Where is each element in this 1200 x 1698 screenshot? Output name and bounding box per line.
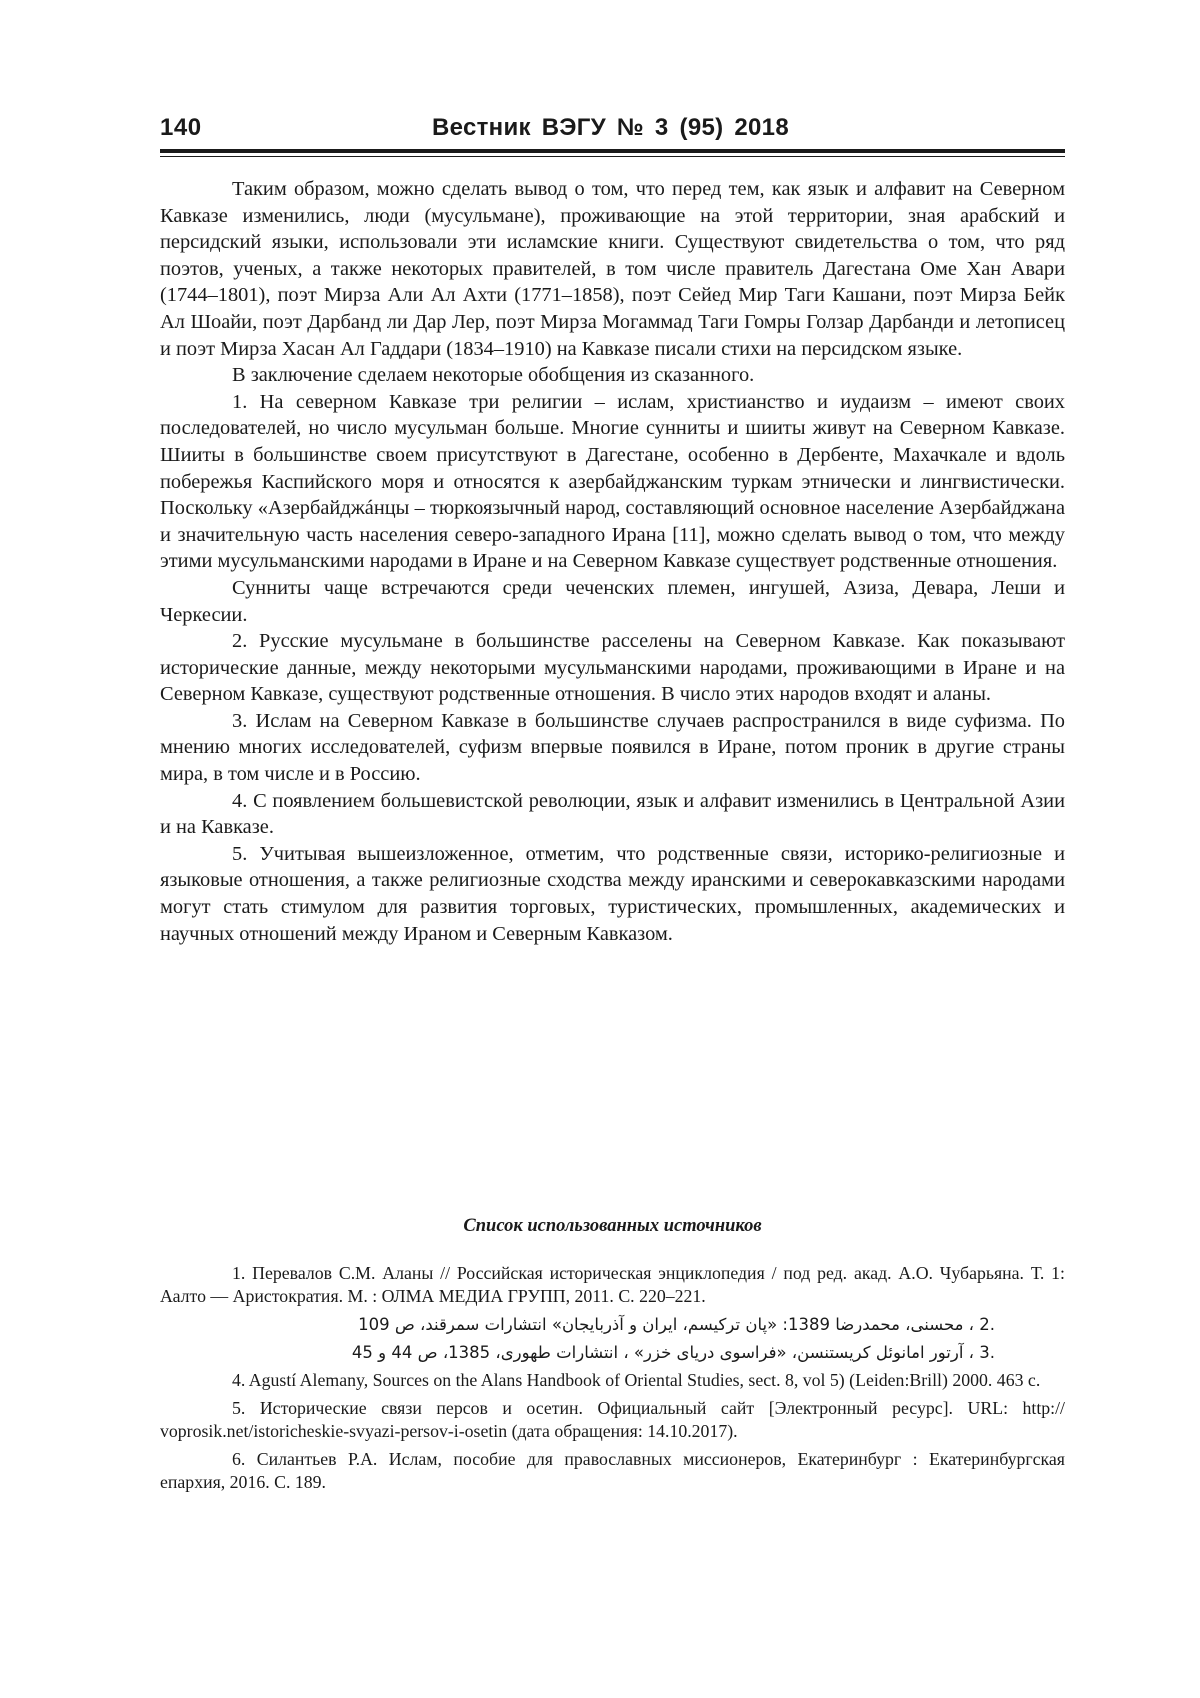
references-title: Список использованных источников	[463, 1216, 762, 1236]
reference-item: .3 ، آرتور امانوئل کریستنسن، «فراسوی دریای خزر» ، انتشارات طهوری، 1385، ص 44 و 45	[351, 1343, 995, 1362]
reference-item: 6. Силантьев Р.А. Ислам, пособие для православных миссионеров, Екатеринбург : Екатеринбургская епархия, 2016. С. 189.	[160, 1449, 1065, 1492]
paragraph: 4. С появлением большевистской революции, язык и алфавит изменились в Центральной Азии и на Кавказе.	[160, 789, 1065, 839]
paragraph: Сунниты чаще встречаются среди чеченских племен, ингушей, Азиза, Девара, Леши и Черкесии.	[160, 576, 1065, 626]
header-rule-thick	[160, 149, 1065, 153]
page-number: 140	[160, 114, 202, 141]
paragraph: 5. Учитывая вышеизложенное, отметим, что родственные связи, историко-религиозные и языковые отношения, а также религиозные сходства между иранскими и северокавказскими народами могут стать стимулом для развития торговых, туристических, промышленных, академических и научных отношений между Ираном и Северным Кавказом.	[160, 842, 1065, 945]
paragraph: 1. На северном Кавказе три религии – ислам, христианство и иудаизм – имеют своих последователей, но число мусульман больше. Многие сунниты и шииты живут на Северном Кавказе. Шииты в большинстве своем присутствуют в Дагестане, особенно в Дербенте, Махачкале и вдоль побережья Каспийского моря и относятся к азербайджанским туркам этнически и лингвистически. Поскольку «Азербайджáнцы – тюркоязычный народ, составляющий основное население Азербайджана и значительную часть населения северо-западного Ирана [11], можно сделать вывод о том, что между этими мусульманскими народами в Иране и на Северном Кавказе существует родственные отношения.	[160, 390, 1065, 573]
journal-title: Вестник ВЭГУ № 3 (95) 2018	[432, 114, 789, 141]
paragraph: В заключение сделаем некоторые обобщения из сказанного.	[232, 364, 755, 387]
paragraph: 2. Русские мусульмане в большинстве расселены на Северном Кавказе. Как показывают исторические данные, между некоторыми мусульманскими народами, проживающими в Иране и на Северном Кавказе, существуют родственные отношения. В число этих народов входят и аланы.	[160, 630, 1065, 706]
paragraph: 3. Ислам на Северном Кавказе в большинстве случаев распространился в виде суфизма. По мнению многих исследователей, суфизм впервые появился в Иране, потом проник в другие страны мира, в том числе и в Россию.	[160, 709, 1065, 786]
paragraph: Таким образом, можно сделать вывод о том, что перед тем, как язык и алфавит на Северном Кавказе изменились, люди (мусульмане), проживающие на этой территории, зная арабский и персидский языки, использовали эти исламские книги. Существуют свидетельства о том, что ряд поэтов, ученых, а также некоторых правителей, в том числе правитель Дагестана Оме Хан Авари (1744–1801), поэт Мирза Али Ал Ахти (1771–1858), поэт Сейед Мир Таги Кашани, поэт Мирза Бейк Ал Шоайи, поэт Дарбанд ли Дар Лер, поэт Мирза Могаммад Таги Гомры Голзар Дарбанди и летописец и поэт Мирза Хасан Ал Гаддари (1834–1910) на Кавказе писали стихи на персидском языке.	[160, 178, 1065, 360]
reference-item: 1. Перевалов С.М. Аланы // Российская историческая энциклопедия / под ред. акад. А.О. Чубарьяна. Т. 1: Аалто — Аристократия. М. : ОЛМА МЕДИА ГРУПП, 2011. С. 220–221.	[160, 1263, 1065, 1306]
running-header	[160, 110, 1065, 150]
reference-item: 5. Исторические связи персов и осетин. Официальный сайт [Электронный ресурс]. URL: http:// voprosik.net/istoricheskie-svyazi-persov-i-osetin (дата обращения: 14.10.2017).	[160, 1398, 1065, 1441]
reference-item: .2 ، محسنی، محمدرضا 1389: «پان ترکیسم، ایران و آذربایجان» انتشارات سمرقند، ص 109	[358, 1315, 995, 1334]
references-list	[160, 1262, 1065, 1499]
article-body	[160, 176, 1065, 947]
reference-item: 4. Agustí Alemany, Sources on the Alans Handbook of Oriental Studies, sect. 8, vol 5) (Leiden:Brill) 2000. 463 с.	[232, 1370, 1041, 1390]
header-rule-thin	[160, 156, 1065, 157]
